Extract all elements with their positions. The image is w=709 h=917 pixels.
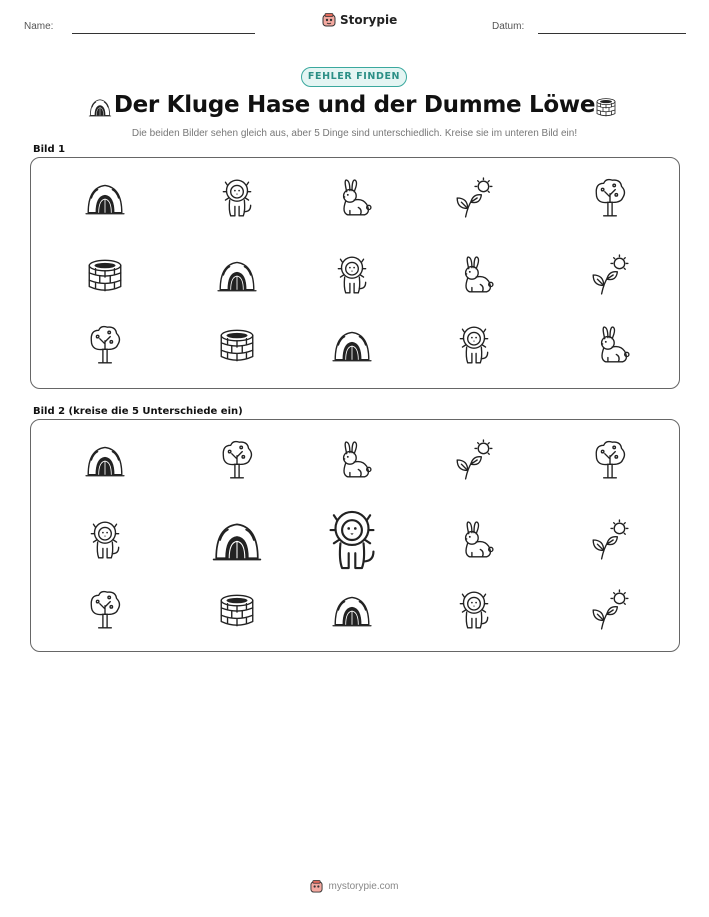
lion-icon[interactable] <box>453 589 495 635</box>
cave-icon <box>88 95 112 123</box>
name-label: Name: <box>24 21 54 32</box>
sun-plant-icon <box>589 254 631 300</box>
instructions: Die beiden Bilder sehen gleich aus, aber 5 Dinge sind unterschiedlich. Kreise sie im unteren Bild ein! <box>131 128 578 139</box>
tree-icon[interactable] <box>589 439 631 485</box>
name-field[interactable] <box>72 33 255 34</box>
sun-plant-icon[interactable] <box>589 519 631 565</box>
cave-icon[interactable] <box>211 514 263 570</box>
rabbit-icon <box>453 254 495 300</box>
well-icon <box>594 95 618 123</box>
storypie-logo-icon <box>322 13 336 27</box>
lion-icon <box>331 254 373 300</box>
footer-url: mystorypie.com <box>328 881 399 892</box>
date-label: Datum: <box>492 21 525 32</box>
cave-icon[interactable] <box>331 589 373 635</box>
cave-icon <box>216 254 258 300</box>
sun-plant-icon <box>453 177 495 223</box>
lion-icon[interactable] <box>84 519 126 565</box>
page-title: Der Kluge Hase und der Dumme Löwe <box>113 92 596 118</box>
well-icon <box>216 324 258 370</box>
well-icon[interactable] <box>216 589 258 635</box>
lion-icon[interactable] <box>319 507 385 577</box>
brand-name: Storypie <box>340 13 398 27</box>
picture-1-label: Bild 1 <box>33 144 66 155</box>
lion-icon <box>453 324 495 370</box>
rabbit-icon[interactable] <box>453 519 495 565</box>
sun-plant-icon[interactable] <box>453 439 495 485</box>
rabbit-icon[interactable] <box>331 439 373 485</box>
sun-plant-icon[interactable] <box>589 589 631 635</box>
tree-icon[interactable] <box>84 589 126 635</box>
cave-icon <box>331 324 373 370</box>
date-field[interactable] <box>538 33 686 34</box>
activity-badge: FEHLER FINDEN <box>301 67 407 87</box>
lion-icon <box>216 177 258 223</box>
storypie-logo-icon <box>310 880 323 893</box>
tree-icon[interactable] <box>216 439 258 485</box>
brand <box>322 13 397 27</box>
rabbit-icon <box>589 324 631 370</box>
rabbit-icon <box>331 177 373 223</box>
cave-icon <box>84 177 126 223</box>
well-icon <box>84 254 126 300</box>
tree-icon <box>589 177 631 223</box>
picture-2-label: Bild 2 (kreise die 5 Unterschiede ein) <box>33 406 243 417</box>
footer <box>0 880 709 893</box>
tree-icon <box>84 324 126 370</box>
cave-icon[interactable] <box>84 439 126 485</box>
